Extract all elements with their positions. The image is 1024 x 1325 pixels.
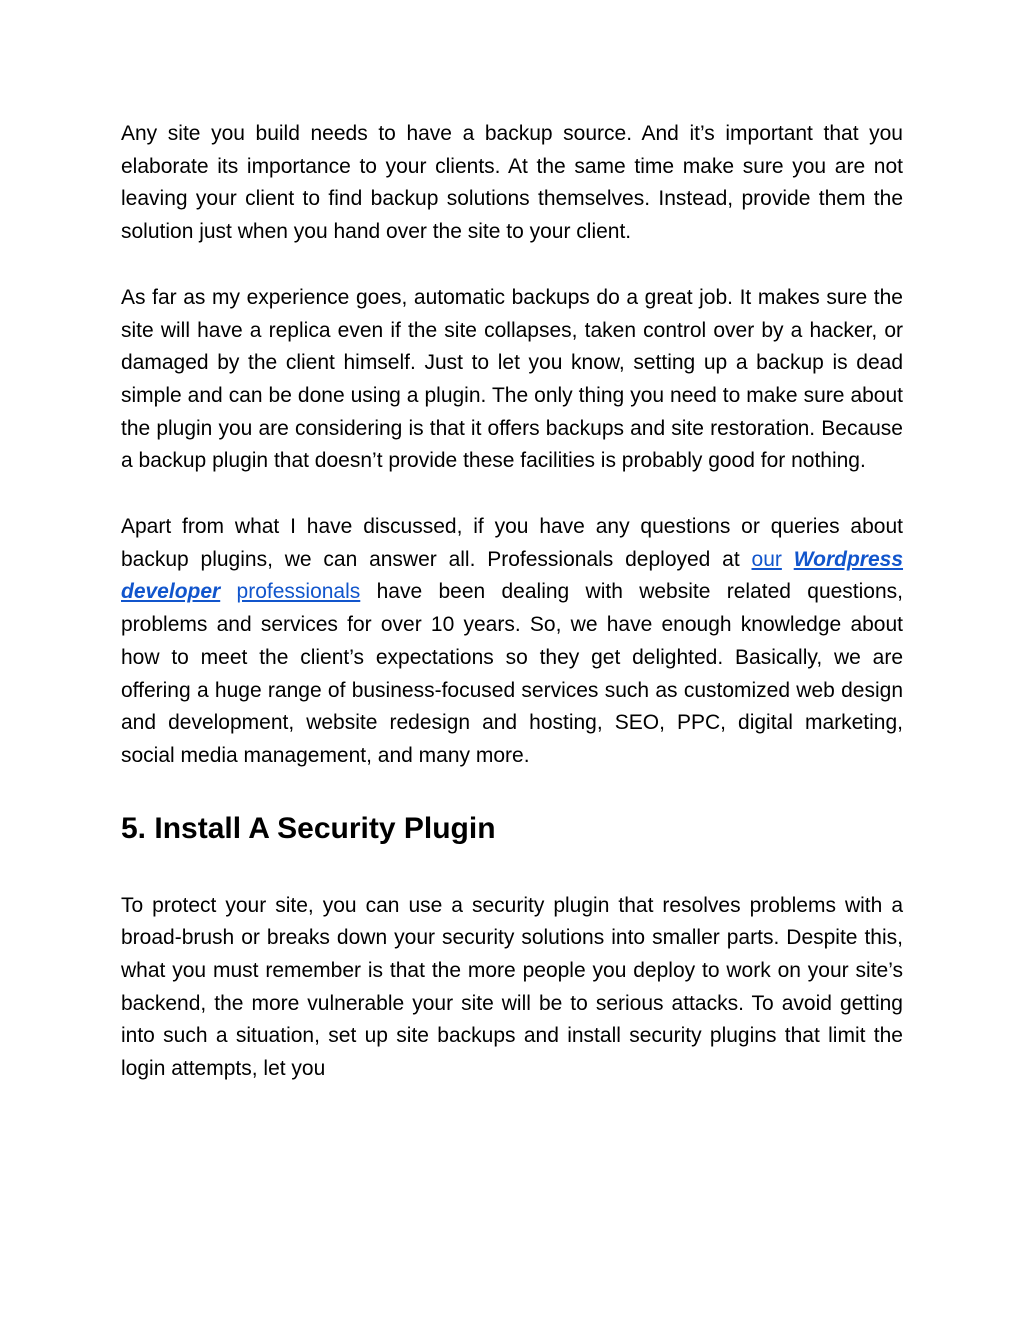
paragraph-text-before-link: Apart from what I have discussed, if you have any questions or queries about backup plugins, we can answer all. Professionals deployed at [121, 515, 903, 571]
link-professionals[interactable]: professionals [236, 580, 361, 604]
link-our[interactable]: our [751, 547, 782, 571]
paragraph-automatic-backups: As far as my experience goes, automatic backups do a great job. It makes sure the site will have a replica even if the site collapses, taken control over by a hacker, or damaged by the client himself. Just to let you know, setting up a backup is dead simple and can be done using a plugin. The only thing you need to make sure about the plugin you are considering is that it offers backups and site restoration. Because a backup plugin that doesn’t provide these facilities is probably good for nothing. [121, 285, 903, 473]
section-heading: 5. Install A Security Plugin [121, 811, 496, 845]
paragraph-professionals [121, 511, 903, 773]
paragraph-text-after-link: have been dealing with website related questions, problems and services for over 10 years. So, we have enough knowledge about how to meet the client’s expectations so they get delighted. Basically, we are offering a huge range of business-focused services such as customized web design and development, website redesign and hosting, SEO, PPC, digital marketing, social media management, and many more. [121, 580, 903, 767]
document-page [121, 118, 903, 1086]
paragraph-backup-source: Any site you build needs to have a backup source. And it’s important that you elaborate its importance to your clients. At the same time make sure you are not leaving your client to find backup solutions themselves. Instead, provide them the solution just when you hand over the site to your client. [121, 122, 903, 244]
paragraph-security-plugin: To protect your site, you can use a security plugin that resolves problems with a broad-brush or breaks down your security solutions into smaller parts. Despite this, what you must remember is that the more people you deploy to work on your site’s backend, the more vulnerable your site will be to serious attacks. To avoid getting into such a situation, set up site backups and install security plugins that limit the login attempts, let you [121, 893, 903, 1081]
link-wordpress-developer[interactable]: Wordpress developer [121, 547, 904, 604]
